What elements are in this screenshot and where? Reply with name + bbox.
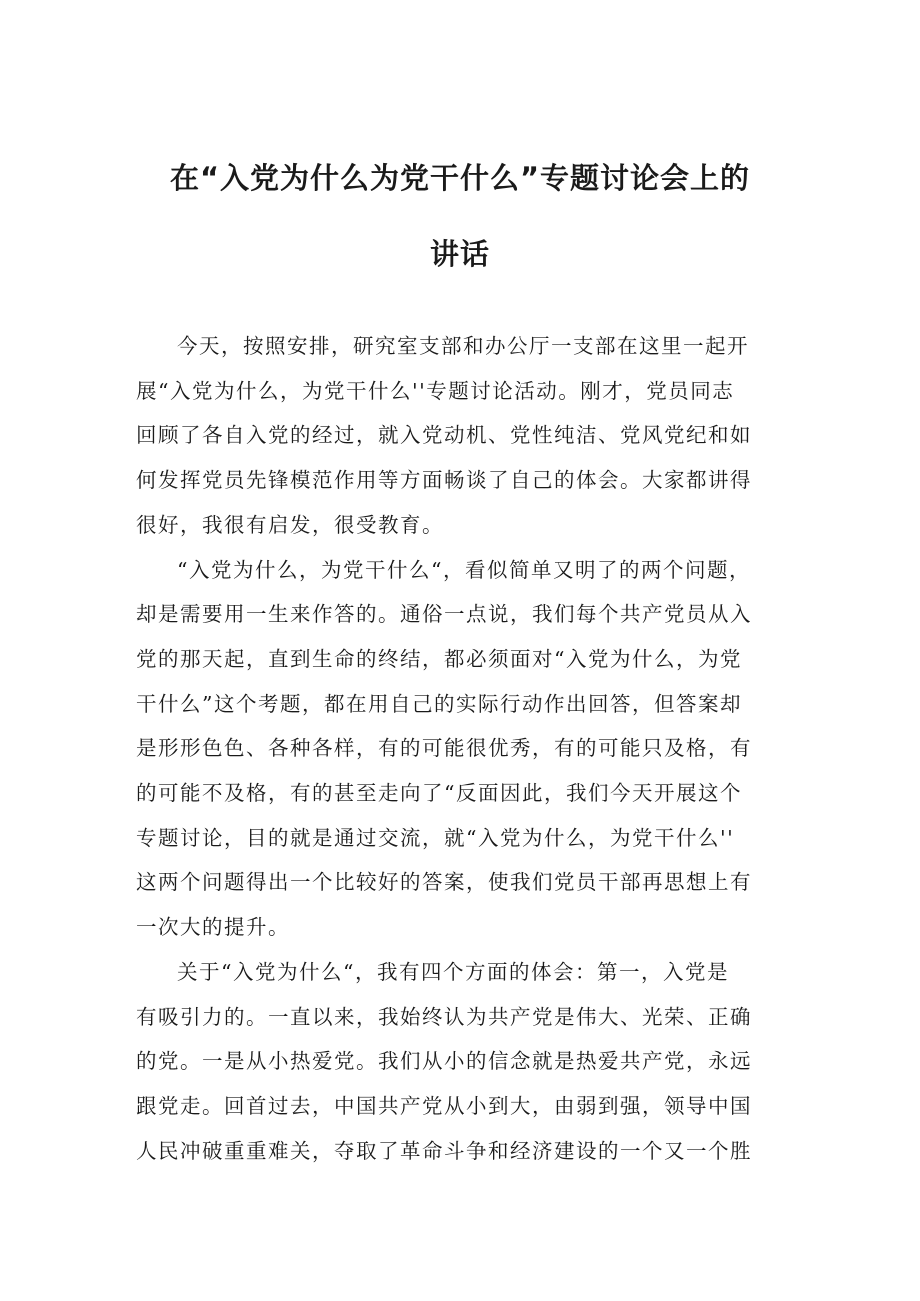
title-line-1: 在“入党为什么为党干什么”专题讨论会上的 xyxy=(169,161,751,195)
text-line: 很好，我很有启发，很受教育。 xyxy=(136,512,444,537)
document-body xyxy=(136,324,790,1173)
title-line-2: 讲话 xyxy=(429,237,490,271)
document-title xyxy=(100,140,820,292)
text-line: 有吸引力的。一直以来，我始终认为共产党是伟大、光荣、正确 xyxy=(136,1004,752,1029)
text-line: 关于“入党为什么“，我有四个方面的体会：第一，入党是 xyxy=(177,959,729,984)
text-line: 今天，按照安排，研究室支部和办公厅一支部在这里一起开 xyxy=(177,334,749,358)
text-line: 这两个问题得出一个比较好的答案，使我们党员干部再思想上有 xyxy=(136,870,752,895)
text-line: 何发挥党员先锋模范作用等方面畅谈了自己的体会。大家都讲得 xyxy=(136,468,752,493)
text-line: 跟党走。回首过去，中国共产党从小到大，由弱到强，领导中国 xyxy=(136,1093,752,1118)
text-line: 展“入党为什么，为党干什么''专题讨论活动。刚才，党员同志 xyxy=(136,378,735,403)
text-line: “入党为什么，为党干什么“，看似简单又明了的两个问题， xyxy=(177,557,751,582)
text-line: 是形形色色、各种各样，有的可能很优秀，有的可能只及格，有 xyxy=(136,736,752,761)
text-line: 干什么”这个考题，都在用自己的实际行动作出回答，但答案却 xyxy=(136,691,742,716)
text-line: 回顾了各自入党的经过，就入党动机、党性纯洁、党风党纪和如 xyxy=(136,423,752,448)
text-line: 专题讨论，目的就是通过交流，就“入党为什么，为党干什么'' xyxy=(136,825,735,850)
paragraph-3 xyxy=(136,950,790,1174)
text-line: 人民冲破重重难关，夺取了革命斗争和经济建设的一个又一个胜 xyxy=(136,1138,752,1163)
text-line: 的党。一是从小热爱党。我们从小的信念就是热爱共产党，永远 xyxy=(136,1049,752,1074)
paragraph-2 xyxy=(136,548,790,950)
paragraph-1 xyxy=(136,324,790,548)
text-line: 一次大的提升。 xyxy=(136,915,290,940)
text-line: 却是需要用一生来作答的。通俗一点说，我们每个共产党员从入 xyxy=(136,602,752,627)
text-line: 的可能不及格，有的甚至走向了“反面因此，我们今天开展这个 xyxy=(136,781,742,806)
text-line: 党的那天起，直到生命的终结，都必须面对“入党为什么，为党 xyxy=(136,646,742,671)
